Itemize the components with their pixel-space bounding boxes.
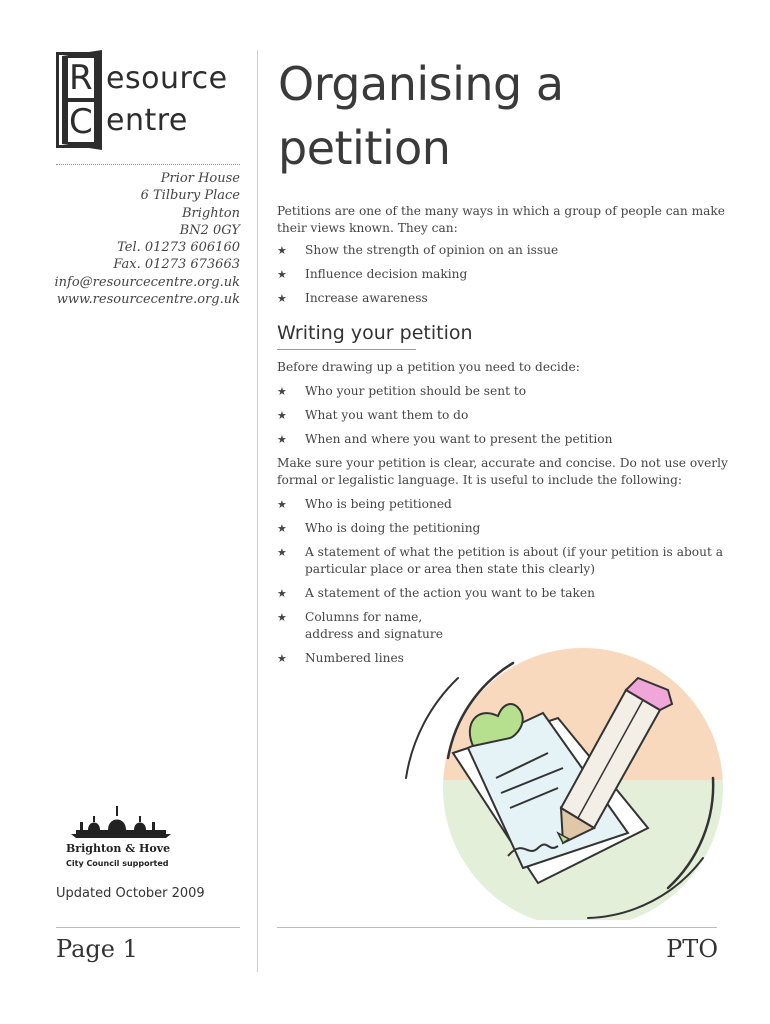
- address-line: 6 Tilbury Place: [140, 188, 240, 204]
- list-item-text: Who your petition should be sent to: [305, 384, 527, 398]
- list-item-text: Influence decision making: [305, 267, 468, 281]
- list-item-text: When and where you want to present the petition: [305, 432, 613, 446]
- star-bullet-icon: ★: [277, 587, 287, 600]
- petition-pencil-illustration: [398, 628, 728, 920]
- star-bullet-icon: ★: [277, 292, 287, 305]
- section-heading: Writing your petition: [277, 322, 473, 344]
- star-bullet-icon: ★: [277, 522, 287, 535]
- address-website[interactable]: www.resourcecentre.org.uk: [56, 292, 240, 308]
- address-line: BN2 0GY: [179, 222, 240, 238]
- list-item-text: Who is doing the petitioning: [305, 521, 481, 535]
- logo-letter-c: C: [69, 102, 93, 142]
- address-phone: Tel. 01273 606160: [117, 240, 240, 256]
- star-bullet-icon: ★: [277, 409, 287, 422]
- address-email[interactable]: info@resourcecentre.org.uk: [54, 274, 240, 290]
- page-title-line1: Organising a: [278, 57, 564, 111]
- logo-divider: [56, 164, 240, 165]
- address-line: Brighton: [181, 205, 240, 221]
- star-bullet-icon: ★: [277, 611, 287, 624]
- star-bullet-icon: ★: [277, 244, 287, 257]
- logo-word-esource: esource: [106, 61, 228, 96]
- brighton-hove-logo: [66, 800, 176, 874]
- section-heading-underline: [277, 349, 416, 350]
- logo-letter-r: R: [69, 58, 93, 98]
- star-bullet-icon: ★: [277, 268, 287, 281]
- address-block: [40, 170, 240, 308]
- footer-rule-left: [56, 927, 240, 928]
- footer-rule-right: [277, 927, 717, 928]
- list-item-text: A statement of the action you want to be taken: [305, 586, 595, 600]
- list-item-text: Who is being petitioned: [305, 497, 452, 511]
- list-item-text: A statement of what the petition is about (if your petition is about a particular place or area then state this clearly): [305, 545, 723, 576]
- page-title: [278, 52, 758, 180]
- council-name: Brighton & Hove: [66, 842, 171, 855]
- address-line: Prior House: [160, 171, 240, 186]
- logo-word-entre: entre: [106, 103, 188, 138]
- list-item-text: Numbered lines: [305, 651, 404, 665]
- updated-date: Updated October 2009: [56, 886, 205, 901]
- pto-label: PTO: [666, 935, 718, 963]
- column-divider: [257, 50, 258, 972]
- star-bullet-icon: ★: [277, 498, 287, 511]
- council-supported-label: City Council supported: [66, 859, 169, 868]
- list-item-text: Columns for name, address and signature: [305, 610, 443, 641]
- decide-paragraph: Before drawing up a petition you need to decide:: [277, 360, 580, 374]
- star-bullet-icon: ★: [277, 546, 287, 559]
- list-item-text: Show the strength of opinion on an issue: [305, 243, 559, 257]
- star-bullet-icon: ★: [277, 385, 287, 398]
- page-title-line2: petition: [278, 121, 451, 175]
- intro-paragraph: Petitions are one of the many ways in which a group of people can make their views known. They can:: [277, 204, 725, 235]
- clear-paragraph: Make sure your petition is clear, accurate and concise. Do not use overly formal or legalistic language. It is useful to include the following:: [277, 456, 728, 487]
- list-item-text: Increase awareness: [305, 291, 428, 305]
- pavilion-icon: [66, 800, 176, 842]
- address-fax: Fax. 01273 673663: [113, 257, 240, 273]
- star-bullet-icon: ★: [277, 652, 287, 665]
- page-number: Page 1: [56, 935, 138, 963]
- resource-centre-logo: [56, 50, 246, 150]
- list-item-text: What you want them to do: [305, 408, 469, 422]
- star-bullet-icon: ★: [277, 433, 287, 446]
